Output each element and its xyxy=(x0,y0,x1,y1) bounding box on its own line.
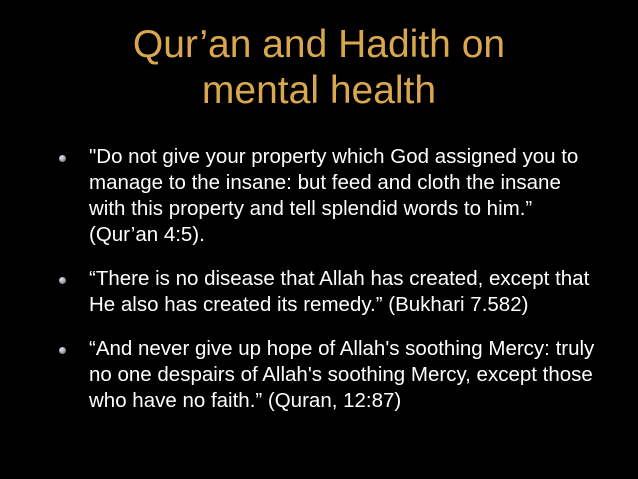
title-line-2: mental health xyxy=(201,69,437,112)
bullet-item-quran-12-87 xyxy=(56,336,596,414)
title-line-1: Qur’an and Hadith on xyxy=(132,23,506,66)
bullet-item-bukhari-7-582 xyxy=(56,266,596,318)
bullet-text: “There is no disease that Allah has created, except that He also has created its remedy.” (Bukhari 7.582) xyxy=(89,267,590,316)
bullet-list xyxy=(56,144,596,432)
bullet-text: “And never give up hope of Allah's soothing Mercy: truly no one despairs of Allah's soothing Mercy, except those who have no faith.” (Quran, 12:87) xyxy=(89,337,595,412)
bullet-text: "Do not give your property which God assigned you to manage to the insane: but feed and cloth the insane with this property and tell splendid words to him.” (Qur’an 4:5). xyxy=(89,145,579,246)
bullet-item-quran-4-5 xyxy=(56,144,596,248)
bullet-dot-icon xyxy=(59,277,66,284)
bullet-dot-icon xyxy=(59,347,66,354)
bullet-dot-icon xyxy=(59,155,66,162)
slide-title xyxy=(0,22,638,114)
